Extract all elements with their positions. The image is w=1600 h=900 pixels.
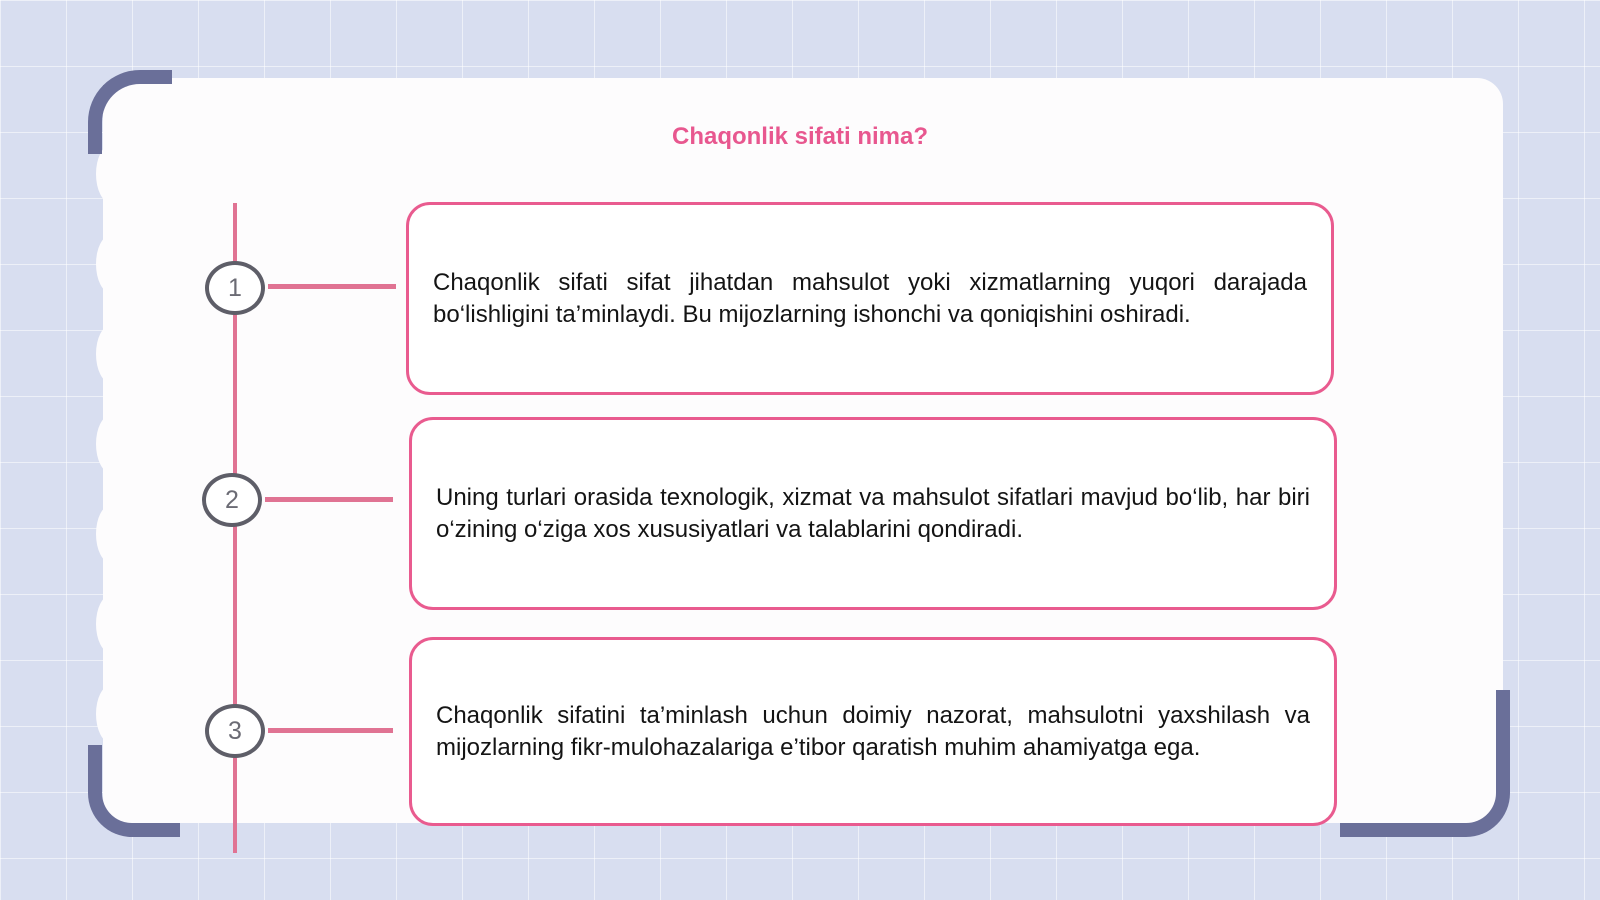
slide-title: Chaqonlik sifati nima?: [671, 123, 929, 150]
paper-scallop: [96, 415, 126, 473]
step-number-badge: 2: [202, 473, 262, 527]
step-card: [409, 417, 1337, 610]
step-card: [409, 637, 1337, 826]
paper-scallop: [96, 595, 126, 653]
step-card-text: Chaqonlik sifatini ta’minlash uchun doimiy nazorat, mahsulotni yaxshilash va mijozlarning fikr-mulohazalariga e’tibor qaratish muhim ahamiyatga ega.: [436, 701, 1310, 761]
frame-corner-bottom-right: [1340, 690, 1510, 837]
step-card-text: Chaqonlik sifati sifat jihatdan mahsulot yoki xizmatlarning yuqori darajada bo‘lishligini ta’minlaydi. Bu mijozlarning ishonchi va qoniqishini oshiradi.: [433, 268, 1307, 328]
timeline-connector: [268, 728, 393, 733]
step-number-badge: 3: [205, 704, 265, 758]
step-card: [406, 202, 1334, 395]
paper-scallop: [96, 235, 126, 293]
step-card-text: Uning turlari orasida texnologik, xizmat va mahsulot sifatlari mavjud bo‘lib, har biri o‘zining o‘ziga xos xususiyatlari va talablarini qondiradi.: [436, 483, 1310, 543]
frame-corner-bottom-left: [88, 745, 180, 837]
frame-corner-top-left: [88, 70, 172, 154]
paper-scallop: [96, 325, 126, 383]
timeline-connector: [268, 284, 396, 289]
step-number-badge: 1: [205, 261, 265, 315]
paper-scallop: [96, 685, 126, 743]
timeline-connector: [265, 497, 393, 502]
paper-scallop: [96, 505, 126, 563]
